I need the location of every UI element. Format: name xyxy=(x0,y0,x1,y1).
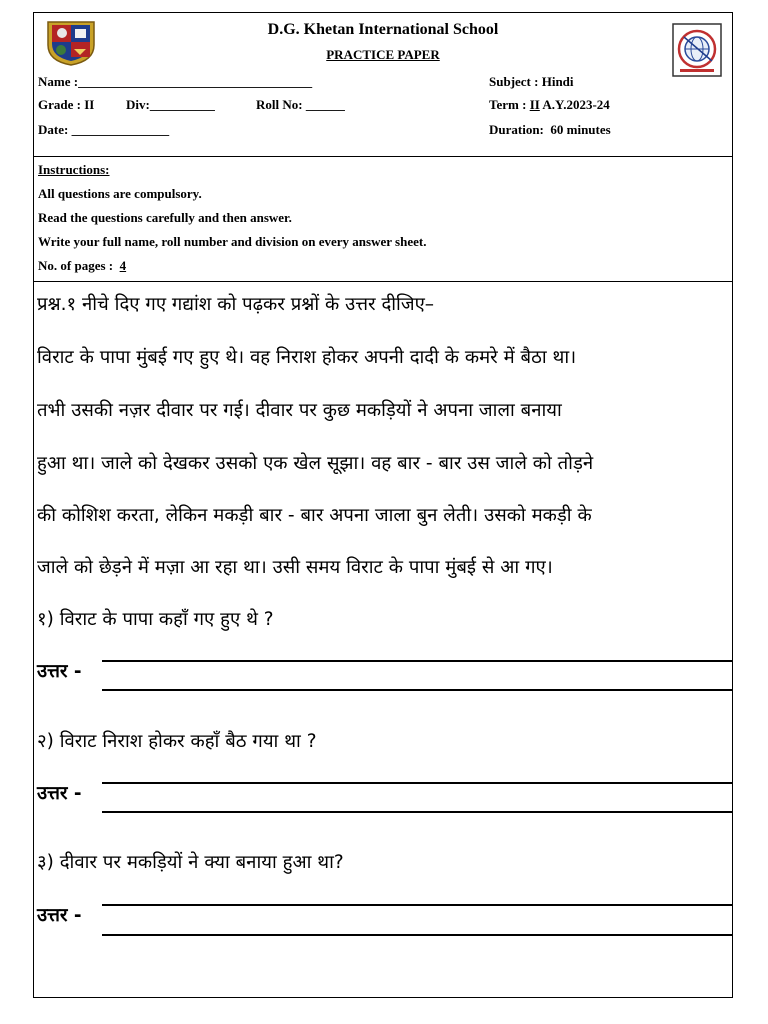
duration-value: 60 minutes xyxy=(550,122,611,137)
grade-info: Grade : II xyxy=(38,97,95,112)
pages-info xyxy=(38,258,126,274)
name-label: Name : xyxy=(38,74,79,89)
term-info xyxy=(489,97,610,113)
globe-logo xyxy=(672,23,722,77)
pages-value: 4 xyxy=(119,258,127,273)
duration-label: Duration: xyxy=(489,122,544,137)
instruction-line: Write your full name, roll number and division on every answer sheet. xyxy=(38,234,427,249)
date-label: Date: xyxy=(38,122,69,137)
subject-info: Subject : Hindi xyxy=(489,74,574,89)
answer-label-1: उत्तर - xyxy=(37,661,82,682)
instruction-line: All questions are compulsory. xyxy=(38,186,202,201)
answer-line-2b[interactable] xyxy=(102,811,732,813)
answer-line-3b[interactable] xyxy=(102,934,732,936)
answer-line-2a[interactable] xyxy=(102,782,732,784)
answer-label-3: उत्तर - xyxy=(37,905,82,926)
passage-line: विराट के पापा मुंबई गए हुए थे। वह निराश होकर अपनी दादी के कमरे में बैठा था। xyxy=(37,347,577,368)
answer-line-1a[interactable] xyxy=(102,660,732,662)
question-heading: प्रश्न.१ नीचे दिए गए गद्यांश को पढ़कर प्रश्नों के उत्तर दीजिए– xyxy=(37,294,435,315)
passage-line: हुआ था। जाले को देखकर उसको एक खेल सूझा। वह बार - बार उस जाले को तोड़ने xyxy=(37,453,594,474)
passage-line: की कोशिश करता, लेकिन मकड़ी बार - बार अपना जाला बुन लेती। उसको मकड़ी के xyxy=(37,505,592,526)
instruction-line: Read the questions carefully and then answer. xyxy=(38,210,292,225)
roll-field[interactable] xyxy=(256,97,345,113)
duration-info xyxy=(489,122,611,138)
answer-line-1b[interactable] xyxy=(102,689,732,691)
academic-year: A.Y.2023-24 xyxy=(542,97,610,112)
roll-blank: ______ xyxy=(305,97,345,112)
div-label: Div: xyxy=(126,97,150,112)
term-label: Term : xyxy=(489,97,527,112)
question-1: १) विराट के पापा कहाँ गए हुए थे ? xyxy=(37,609,274,630)
div-field[interactable] xyxy=(126,97,215,113)
paper-title: PRACTICE PAPER xyxy=(326,47,440,62)
div-blank: __________ xyxy=(149,97,215,112)
answer-line-3a[interactable] xyxy=(102,904,732,906)
pages-label: No. of pages : xyxy=(38,258,114,273)
name-field[interactable] xyxy=(38,74,312,90)
roll-label: Roll No: xyxy=(256,97,303,112)
question-2: २) विराट निराश होकर कहाँ बैठ गया था ? xyxy=(37,731,317,752)
passage-line: जाले को छेड़ने में मज़ा आ रहा था। उसी समय विराट के पापा मुंबई से आ गए। xyxy=(37,557,553,578)
school-name: D.G. Khetan International School xyxy=(267,21,499,38)
answer-label-2: उत्तर - xyxy=(37,783,82,804)
date-field[interactable] xyxy=(38,122,169,138)
paper-header xyxy=(34,13,732,157)
name-blank: ____________________________________ xyxy=(78,74,313,89)
date-blank: _______________ xyxy=(71,122,170,137)
passage-line: तभी उसकी नज़र दीवार पर गई। दीवार पर कुछ मकड़ियों ने अपना जाला बनाया xyxy=(37,400,562,421)
instructions-heading: Instructions: xyxy=(38,162,110,177)
instructions-box xyxy=(34,156,732,282)
term-value: II xyxy=(529,97,540,112)
practice-paper-sheet xyxy=(33,12,733,998)
question-3: ३) दीवार पर मकड़ियों ने क्या बनाया हुआ था? xyxy=(37,852,344,873)
